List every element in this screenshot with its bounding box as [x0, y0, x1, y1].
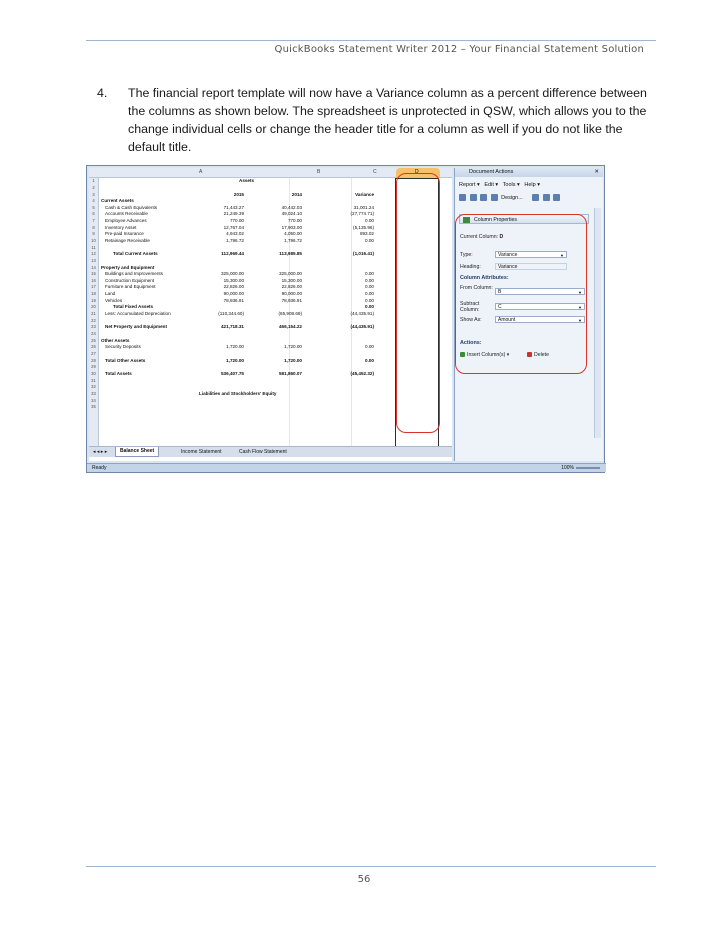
row-number: 23: [91, 324, 96, 330]
row-number: 9: [92, 231, 95, 237]
zoom-slider[interactable]: [576, 467, 600, 469]
step-paragraph: [97, 84, 657, 156]
row-label[interactable]: Total Assets: [105, 370, 132, 376]
status-bar: [87, 463, 606, 472]
cell-variance[interactable]: (5,135.96): [353, 224, 374, 230]
row-number: 10: [91, 237, 96, 243]
options-icon[interactable]: [543, 194, 550, 201]
column-properties-header[interactable]: Column Properties: [459, 214, 589, 224]
menu-help[interactable]: Help: [524, 182, 536, 188]
row-number: 14: [91, 264, 96, 270]
print-icon[interactable]: [480, 194, 487, 201]
row-number: 7: [92, 217, 95, 223]
row-number: 32: [91, 384, 96, 390]
cell-2014[interactable]: 40,442.03: [281, 204, 302, 210]
cell-2014[interactable]: 78,936.91: [281, 297, 302, 303]
cell-variance[interactable]: (44,435.91): [350, 324, 374, 330]
row-label[interactable]: Security Deposits: [105, 344, 141, 350]
row-number: 6: [92, 211, 95, 217]
tab-income-statement[interactable]: Income Statement: [181, 449, 222, 455]
cell-variance[interactable]: 0.00: [365, 277, 374, 283]
cell-variance[interactable]: 0.00: [365, 217, 374, 223]
type-label: Type:: [460, 252, 473, 258]
row-label[interactable]: Inventory Asset: [105, 224, 137, 230]
row-number: 22: [91, 317, 96, 323]
row-label[interactable]: Retainage Receivable: [105, 237, 150, 243]
current-column-value: D: [499, 234, 504, 240]
col-title-2015: 2015: [233, 191, 244, 197]
step-number: 4.: [97, 86, 108, 100]
cell-2014[interactable]: 22,826.00: [281, 284, 302, 290]
show-as-label: Show As:: [460, 317, 482, 323]
row-label[interactable]: Cash & Cash Equivalents: [105, 204, 158, 210]
row-label[interactable]: Other Assets: [101, 337, 130, 343]
cell-2015[interactable]: 22,826.00: [223, 284, 244, 290]
tab-nav-arrows[interactable]: ◂ ◂ ▸ ▸: [93, 449, 108, 455]
cell-2014[interactable]: (65,908.69): [278, 311, 302, 317]
row-number: 30: [91, 370, 96, 376]
cell-2015[interactable]: 325,000.00: [221, 271, 244, 277]
row-label[interactable]: Land: [105, 291, 116, 297]
cell-2014[interactable]: 325,000.00: [279, 271, 302, 277]
col-header-c[interactable]: C: [373, 169, 377, 175]
menu-report[interactable]: Report: [459, 182, 476, 188]
help-icon[interactable]: [553, 194, 560, 201]
spreadsheet: [89, 168, 452, 461]
row-number: 15: [91, 271, 96, 277]
row-label[interactable]: Pre-paid Insurance: [105, 231, 144, 237]
cell-2014[interactable]: 4,050.00: [284, 231, 302, 237]
cell-variance[interactable]: 0.00: [365, 357, 374, 363]
page-number: 56: [357, 874, 371, 885]
cell-variance[interactable]: 0.00: [365, 297, 374, 303]
pane-titlebar: [455, 168, 603, 177]
chevron-down-icon: ▼: [560, 253, 564, 258]
row-number: 13: [91, 257, 96, 263]
tab-balance-sheet[interactable]: Balance Sheet: [115, 447, 159, 457]
status-text: Ready: [92, 465, 107, 471]
cell-variance[interactable]: (1,016.41): [353, 251, 374, 257]
column-attributes-title: Column Attributes:: [460, 275, 509, 281]
chevron-down-icon: ▼: [578, 318, 582, 323]
row-label[interactable]: Liabilities and Stockholders' Equity: [199, 390, 277, 396]
row-label[interactable]: Buildings and Improvements: [105, 271, 163, 277]
design-icon[interactable]: [491, 194, 498, 201]
row-label[interactable]: Employee Advances: [105, 217, 147, 223]
chevron-down-icon: ▼: [578, 290, 582, 295]
sheet-row: 2: [92, 185, 95, 190]
row-number: 28: [91, 357, 96, 363]
row-label[interactable]: Furniture and Equipment: [105, 284, 156, 290]
row-number: 19: [91, 297, 96, 303]
cell-2015[interactable]: (110,344.60): [218, 311, 244, 317]
col-header-b[interactable]: B: [317, 169, 321, 175]
heading-input[interactable]: Variance: [495, 263, 567, 270]
cell-variance[interactable]: 0.00: [365, 291, 374, 297]
from-column-label: From Column:: [460, 285, 493, 291]
cell-variance[interactable]: 0.00: [365, 304, 374, 310]
cell-2015[interactable]: 78,936.91: [223, 297, 244, 303]
row-number: 11: [91, 244, 96, 250]
row-label[interactable]: Total Other Assets: [105, 357, 146, 363]
row-label[interactable]: Construction Equipment: [105, 277, 155, 283]
row-label[interactable]: Total Current Assets: [113, 251, 158, 257]
cell-variance[interactable]: 0.00: [365, 284, 374, 290]
cell-2015[interactable]: 4,943.02: [226, 231, 244, 237]
col-title-variance: Variance: [355, 191, 374, 197]
delete-button[interactable]: Delete: [527, 352, 549, 358]
cell-2015[interactable]: 112,969.44: [221, 251, 244, 257]
cell-variance[interactable]: 893.02: [359, 231, 374, 237]
sheet-tabs: [89, 446, 452, 457]
cell-2015[interactable]: 1,796.72: [226, 237, 244, 243]
cell-2014[interactable]: 17,903.00: [281, 224, 302, 230]
variance-highlight-oval: [396, 173, 440, 433]
row-label[interactable]: Accounts Receivable: [105, 211, 148, 217]
row-label[interactable]: Less: Accumulated Depreciation: [105, 311, 171, 317]
sheet-row: 1 Assets: [92, 178, 255, 183]
cell-2015[interactable]: 770.00: [229, 217, 244, 223]
row-number: 12: [91, 251, 96, 257]
pane-toolbar: [459, 194, 599, 204]
close-icon[interactable]: ✕: [594, 169, 599, 175]
insert-columns-button[interactable]: Insert Column(s) ▾: [460, 352, 509, 358]
row-label[interactable]: Current Assets: [101, 198, 134, 203]
design-button[interactable]: Design...: [501, 194, 523, 201]
cell-2014[interactable]: 1,796.72: [284, 237, 302, 243]
row-label[interactable]: Property and Equipment: [101, 264, 155, 270]
col-header-d-selected[interactable]: D: [396, 168, 440, 178]
row-number: 34: [91, 397, 96, 403]
cell-2014[interactable]: 90,000.00: [281, 291, 302, 297]
cell-2014[interactable]: 49,024.10: [281, 211, 302, 217]
chevron-down-icon: ▼: [578, 305, 582, 310]
cell-2015[interactable]: 536,407.75: [221, 370, 244, 376]
cell-2014[interactable]: 581,860.07: [279, 370, 302, 376]
subtract-column-select[interactable]: C ▼: [495, 303, 585, 310]
cell-variance[interactable]: (27,774.71): [350, 211, 374, 217]
qsw-screenshot: [86, 165, 605, 473]
row-label[interactable]: Vehicles: [105, 297, 123, 303]
row-number: 17: [91, 284, 96, 290]
cell-variance[interactable]: 0.00: [365, 344, 374, 350]
menu-edit[interactable]: Edit: [484, 182, 494, 188]
pane-title: Document Actions: [469, 169, 514, 175]
row-number: 20: [91, 304, 96, 310]
footer-rule: [86, 866, 656, 867]
zoom-level: 100%: [561, 465, 574, 471]
heading-label: Heading:: [460, 264, 481, 270]
actions-title: Actions:: [460, 340, 482, 346]
sheet-row: 3 2015 2014 Variance: [92, 191, 374, 197]
col-title-2014: 2014: [291, 191, 302, 197]
running-header: QuickBooks Statement Writer 2012 – Your Financial Statement Solution: [274, 44, 644, 55]
cell-2015[interactable]: 12,767.04: [223, 224, 244, 230]
cell-variance[interactable]: (44,435.91): [350, 311, 374, 317]
pane-menu: Report ▾ Edit ▾ Tools ▾ Help ▾: [459, 182, 540, 188]
cell-variance[interactable]: 0.00: [365, 271, 374, 277]
row-number: 35: [91, 404, 96, 410]
row-number: 5: [92, 204, 95, 210]
cell-2014[interactable]: 113,985.85: [279, 251, 302, 257]
row-number: 4: [92, 198, 95, 203]
row-number: 24: [91, 331, 96, 336]
row-number: 33: [91, 390, 96, 396]
col-header-a[interactable]: A: [199, 169, 203, 175]
step-text: The financial report template will now have a Variance column as a percent difference between the columns as shown below. The spreadsheet is unprotected in QSW, which allows you to the change individual cells or change the header title for a column as well if you do not like the default title.: [128, 86, 647, 154]
cell-2014[interactable]: 1,720.00: [284, 344, 302, 350]
row-label[interactable]: Net Property and Equipment: [105, 324, 168, 330]
show-as-select[interactable]: Amount ▼: [495, 316, 585, 323]
row-number: 18: [91, 291, 96, 297]
current-column-label: Current Column:: [460, 234, 499, 240]
pane-scrollbar[interactable]: [594, 208, 601, 438]
row-number: 25: [91, 337, 96, 343]
cell-variance[interactable]: 0.00: [365, 237, 374, 243]
header-rule: [86, 40, 656, 41]
row-number: 8: [92, 224, 95, 230]
menu-tools[interactable]: Tools: [502, 182, 516, 188]
cell-2015[interactable]: 21,249.39: [223, 211, 244, 217]
row-number: 29: [91, 364, 96, 370]
tab-cash-flow-statement[interactable]: Cash Flow Statement: [239, 449, 287, 455]
row-number: 16: [91, 277, 96, 283]
refresh-icon[interactable]: [459, 194, 466, 201]
sheet-title: Assets: [239, 178, 255, 183]
cell-2015[interactable]: 71,443.27: [223, 204, 244, 210]
cell-2015[interactable]: 90,000.00: [223, 291, 244, 297]
cell-2014[interactable]: 1,720.00: [284, 357, 302, 363]
row-number: 31: [91, 377, 96, 383]
from-column-select[interactable]: B ▼: [495, 288, 585, 295]
type-select[interactable]: Variance ▼: [495, 251, 567, 258]
save-icon[interactable]: [470, 194, 477, 201]
cell-2014[interactable]: 15,300.00: [281, 277, 302, 283]
cell-2014[interactable]: 770.00: [287, 217, 302, 223]
cell-2015[interactable]: 1,720.00: [226, 344, 244, 350]
cell-variance[interactable]: 31,001.24: [353, 204, 374, 210]
row-number: 27: [91, 350, 96, 356]
row-number: 21: [91, 311, 96, 317]
cell-2014[interactable]: 466,154.22: [279, 324, 302, 330]
subtract-column-label: Subtract Column:: [460, 301, 480, 313]
row-number: 26: [91, 344, 96, 350]
export-icon[interactable]: [532, 194, 539, 201]
properties-highlight-oval: [455, 214, 587, 374]
cell-2015[interactable]: 1,720.00: [226, 357, 244, 363]
cell-variance[interactable]: (45,452.32): [350, 370, 374, 376]
row-label[interactable]: Total Fixed Assets: [113, 304, 154, 310]
cell-2015[interactable]: 15,300.00: [223, 277, 244, 283]
cell-2015[interactable]: 421,718.31: [221, 324, 244, 330]
